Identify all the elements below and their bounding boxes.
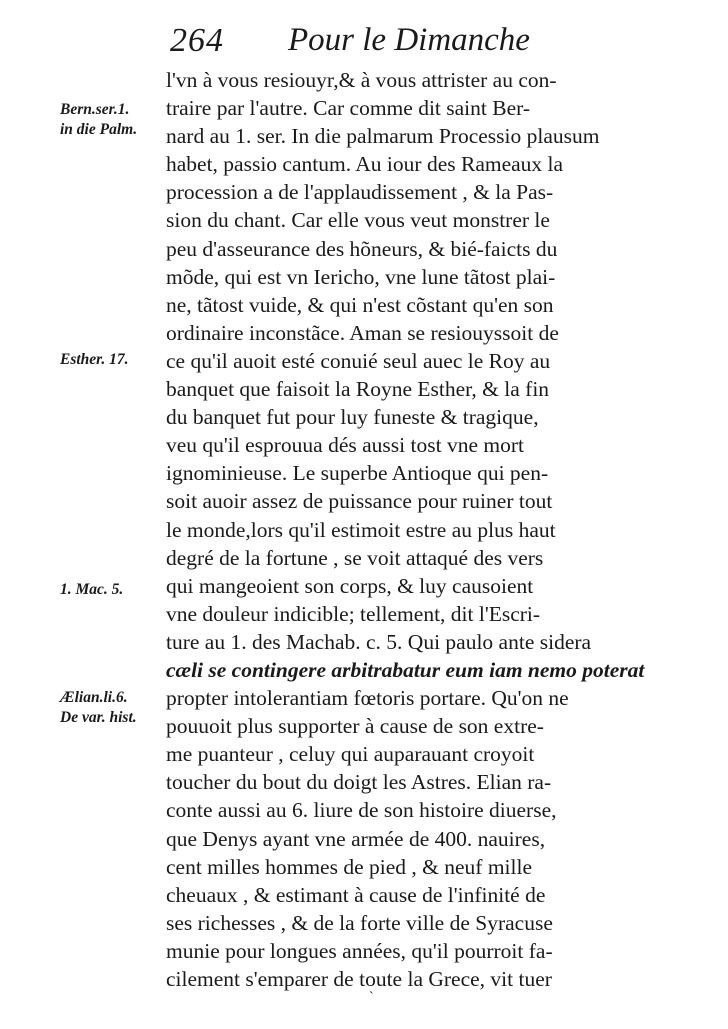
margin-note: in die Palm. (60, 121, 138, 138)
body-text (166, 66, 645, 993)
margin-note: 1. Mac. 5. (60, 581, 124, 598)
text-line: veu qu'il esprouua dés aussi tost vne mort (166, 433, 524, 458)
text-line: procession a de l'applaudissement , & la Pas- (166, 180, 554, 205)
text-line: traire par l'autre. Car comme dit saint Ber- (166, 96, 531, 121)
text-line: habet, passio cantum. Au iour des Rameaux la (166, 152, 564, 177)
text-line: conte aussi au 6. liure de son histoire diuerse, (166, 798, 557, 823)
text-line: qui mangeoient son corps, & luy causoient (166, 573, 534, 598)
text-line: vne douleur indicible; tellement, dit l'Escri- (166, 601, 541, 626)
margin-note: Bern.ser.1. (60, 101, 130, 118)
margin-note: Ælian.li.6. (60, 689, 128, 706)
text-line: banquet que faisoit la Royne Esther, & la fin (166, 377, 550, 402)
text-line: ne, tãtost vuide, & qui n'est cõstant qu'en son (166, 292, 554, 317)
text-line: propter intolerantiam fœtoris portare. Qu'on ne (166, 686, 569, 711)
printer-mark: ` (369, 990, 374, 1005)
text-line: que Denys ayant vne armée de 400. nauires, (166, 826, 546, 851)
text-line: cent milles hommes de pied , & neuf mille (166, 854, 533, 879)
text-line: ordinaire inconstãce. Aman se resiouyssoit de (166, 320, 559, 345)
text-line: pouuoit plus supporter à cause de son extre- (166, 714, 544, 739)
page-header (170, 18, 670, 72)
text-line: du banquet fut pour luy funeste & tragique, (166, 405, 539, 430)
text-line: munie pour longues années, qu'il pourroit fa- (166, 938, 553, 963)
page-number: 264 (170, 22, 224, 59)
text-line: cheuaux , & estimant à cause de l'infinité de (166, 882, 546, 907)
text-line: ture au 1. des Machab. c. 5. Qui paulo ante sidera (166, 629, 592, 654)
text-line: ce qu'il auoit esté conuié seul auec le Roy au (166, 348, 551, 373)
text-line: nard au 1. ser. In die palmarum Processio plausum (166, 124, 600, 149)
margin-note: Esther. 17. (60, 351, 129, 368)
text-line: mõde, qui est vn Iericho, vne lune tãtost plai- (166, 264, 556, 289)
running-head: Pour le Dimanche (288, 22, 530, 58)
text-line: me puanteur , celuy qui auparauant croyoit (166, 742, 535, 767)
latin-quote-line: cæli se contingere arbitrabatur eum iam nemo poterat (166, 657, 645, 682)
text-line: ignominieuse. Le superbe Antioque qui pen- (166, 461, 549, 486)
text-line: l'vn à vous resiouyr,& à vous attrister au con- (166, 68, 557, 92)
text-line: sion du chant. Car elle vous veut monstrer le (166, 208, 550, 233)
text-line: soit auoir assez de puissance pour ruiner tout (166, 489, 553, 514)
text-line: ses richesses , & de la forte ville de Syracuse (166, 910, 553, 935)
margin-note: De var. hist. (60, 709, 137, 726)
text-line: peu d'asseurance des hõneurs, & bié-faicts du (166, 236, 558, 261)
text-line: cilement s'emparer de toute la Grece, vit tuer (166, 967, 552, 991)
text-line: degré de la fortune , se voit attaqué des vers (166, 545, 544, 570)
text-line: le monde,lors qu'il estimoit estre au plus haut (166, 517, 556, 542)
text-line: toucher du bout du doigt les Astres. Elian ra- (166, 770, 552, 795)
